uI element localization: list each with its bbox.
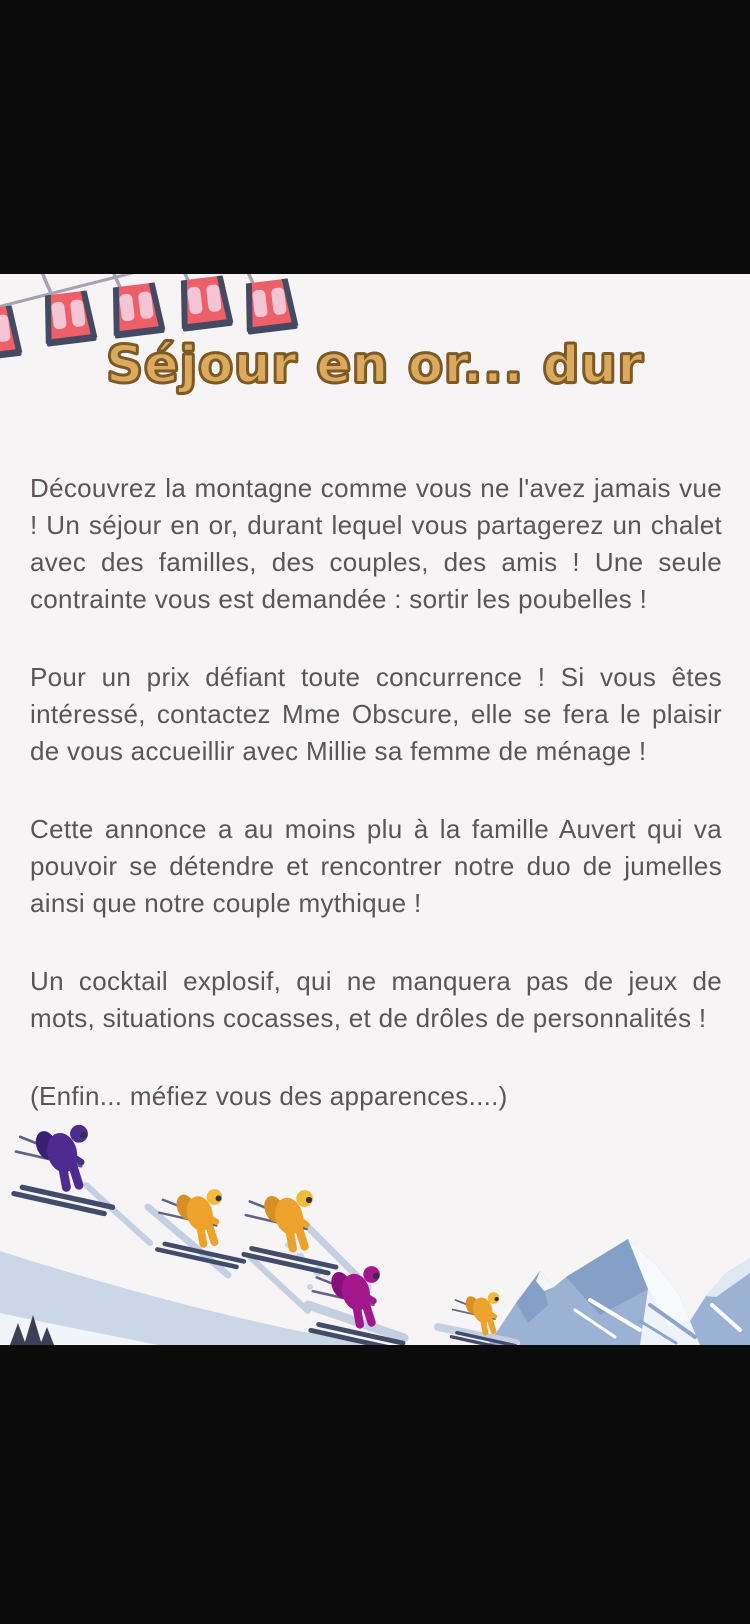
mountain-range [488,1239,750,1345]
gondola-cabin [171,274,234,332]
letterbox-top [0,0,750,274]
flyer-paragraph: (Enfin... méfiez vous des apparences....) [30,1081,508,1111]
flyer-paragraph: Un cocktail explosif, qui ne manquera pas de jeux de mots, situations cocasses, et de drôles de personnalités ! [30,966,722,1033]
gondola-cabin [236,274,299,335]
skier-purple [14,1125,113,1214]
flyer-paragraph: Pour un prix défiant toute concurrence ! Si vous êtes intéressé, contactez Mme Obscure, elle se fera le plaisir de vous accueillir avec Millie sa femme de ménage ! [30,662,722,766]
letterbox-bottom [0,1345,750,1624]
flyer-title: Séjour en or... dur [106,336,644,395]
ski-slope-illustration [0,1075,750,1345]
flyer-body-text [30,470,722,1156]
flyer-image[interactable] [0,274,750,1345]
gondola-cabin [103,274,166,339]
flyer-paragraph: Découvrez la montagne comme vous ne l'avez jamais vue ! Un séjour en or, durant lequel vous partagerez un chalet avec des familles, des couples, des amis ! Une seule contrainte vous est demandée : sortir les poubelles ! [30,473,722,614]
flyer-paragraph: Cette annonce a au moins plu à la famille Auvert qui va pouvoir se détendre et rencontrer notre duo de jumelles ainsi que notre couple mythique ! [30,814,722,918]
